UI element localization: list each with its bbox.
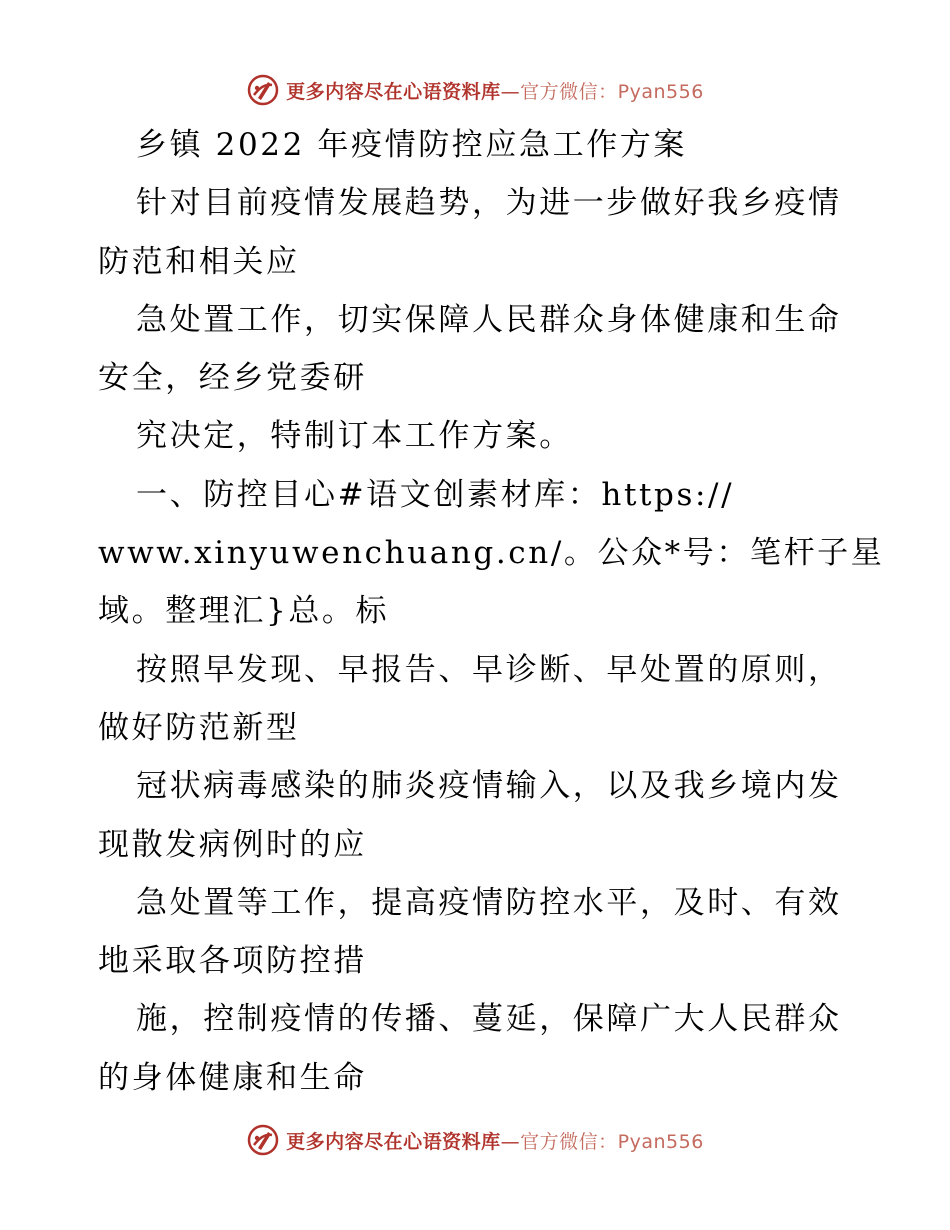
pen-book-logo-icon bbox=[246, 1123, 280, 1157]
paragraph-line: 按照早发现、早报告、早诊断、早处置的原则， bbox=[136, 651, 842, 688]
banner-text bbox=[286, 77, 704, 104]
paragraph-line: www.xinyuwenchuang.cn/。公众*号：笔杆子星 bbox=[98, 535, 885, 572]
pen-book-logo-icon bbox=[246, 73, 280, 107]
paragraph-line: 究决定，特制订本工作方案。 bbox=[136, 418, 573, 455]
paragraph-line: 现散发病例时的应 bbox=[98, 826, 367, 863]
paragraph-line: 针对目前疫情发展趋势，为进一步做好我乡疫情 bbox=[136, 185, 842, 222]
paragraph-line: 做好防范新型 bbox=[98, 709, 300, 746]
paragraph-line: 域。整理汇}总。标 bbox=[98, 593, 390, 630]
paragraph-line: 防范和相关应 bbox=[98, 243, 300, 280]
paragraph-line: 安全，经乡党委研 bbox=[98, 360, 367, 397]
banner-text bbox=[286, 1127, 704, 1154]
paragraph-line: 的身体健康和生命 bbox=[98, 1059, 367, 1096]
banner-main-text: 更多内容尽在心语资料库 bbox=[286, 1130, 501, 1153]
paragraph-line: 冠状病毒感染的肺炎疫情输入，以及我乡境内发 bbox=[136, 768, 842, 805]
document-body bbox=[98, 116, 885, 1107]
banner-wechat-text: 官方微信：Pyan556 bbox=[520, 1130, 704, 1153]
banner-separator: — bbox=[500, 1130, 521, 1153]
paragraph-line: 一、防控目心#语文创素材库：https:// bbox=[136, 476, 735, 513]
banner-separator: — bbox=[500, 80, 521, 103]
paragraph-line: 地采取各项防控措 bbox=[98, 943, 367, 980]
banner-wechat-text: 官方微信：Pyan556 bbox=[520, 80, 704, 103]
document-title: 乡镇 2022 年疫情防控应急工作方案 bbox=[136, 127, 687, 163]
paragraph-line: 急处置工作，切实保障人民群众身体健康和生命 bbox=[136, 301, 842, 338]
paragraph-line: 急处置等工作，提高疫情防控水平，及时、有效 bbox=[136, 884, 842, 921]
header-banner bbox=[0, 70, 950, 110]
banner-main-text: 更多内容尽在心语资料库 bbox=[286, 80, 501, 103]
footer-banner bbox=[0, 1120, 950, 1160]
paragraph-line: 施，控制疫情的传播、蔓延，保障广大人民群众 bbox=[136, 1001, 842, 1038]
